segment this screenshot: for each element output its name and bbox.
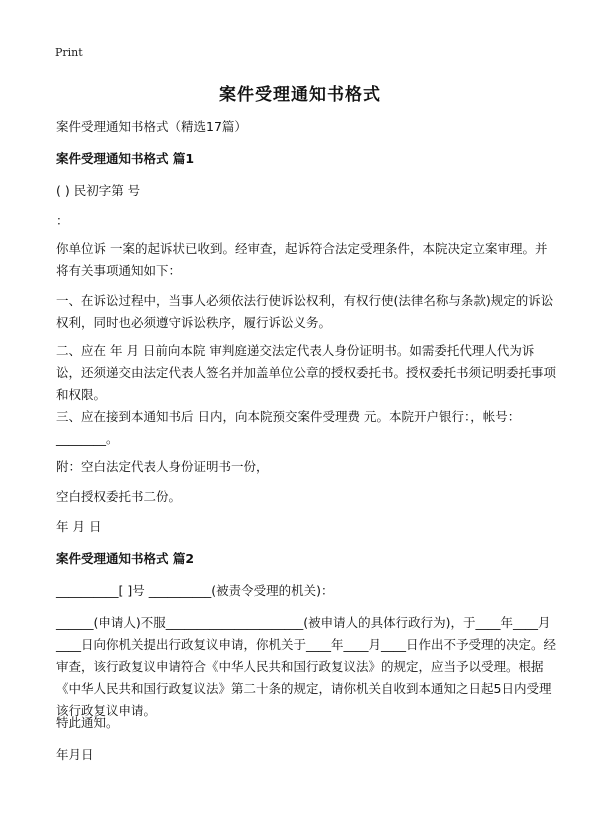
section-1-paragraph-2 — [56, 290, 556, 334]
section-2-heading: 案件受理通知书格式 篇2 — [56, 551, 195, 566]
section-1-paragraph-1 — [56, 238, 556, 282]
section-1-date: 年 月 日 — [56, 519, 102, 534]
section-2-p1: ______(申请人)不服______________________(被申请人的具体行政行为)，于____年____月____日向你机关提出行政复议申请，你机关于____年____月____日作出不予受理的决定。经审查，该行政复议申请符合《中华人民共和国行政复议法》的规定，应当予以受理。根据《中华人民共和国行政复议法》第二十条的规定，请你机关自收到本通知之日起5日内受理该行政复议申请。 — [56, 615, 557, 718]
print-label: Print — [55, 46, 83, 59]
section-1-p2: 一、在诉讼过程中，当事人必须依法行使诉讼权利，有权行使(法律名称与条款)规定的诉讼权利，同时也必须遵守诉讼秩序，履行诉讼义务。 — [56, 293, 554, 330]
section-2-heading-block — [56, 548, 556, 570]
document-title: 案件受理通知书格式 — [219, 85, 381, 105]
section-1-p3: 二、应在 年 月 日前向本院 审判庭递交法定代表人身份证明书。如需委托代理人代为诉讼，还须递交由法定代表人签名并加盖单位公章的授权委托书。授权委托书须记明委托事项和权限。 — [56, 343, 557, 402]
section-2-line-1 — [56, 580, 556, 602]
case-number-block — [56, 180, 556, 202]
section-1-paragraph-3 — [56, 340, 556, 406]
case-number: ( ) 民初字第 号 — [56, 183, 141, 198]
section-1-p4: 三、应在接到本通知书后 日内，向本院预交案件受理费 元。本院开户银行：，帐号：________。 — [56, 409, 521, 446]
section-2-addressee: __________[ ]号 __________(被责令受理的机关)： — [56, 583, 334, 598]
section-1-paragraph-5 — [56, 456, 556, 478]
section-1-p1: 你单位诉 一案的起诉状已收到。经审查，起诉符合法定受理条件，本院决定立案审理。并将有关事项通知如下： — [56, 241, 548, 278]
section-1-p5: 附：空白法定代表人身份证明书一份， — [56, 459, 269, 474]
section-2-notice-block — [56, 712, 556, 734]
section-1-heading: 案件受理通知书格式 篇1 — [56, 151, 195, 166]
section-1-date-block — [56, 516, 556, 538]
colon-line: ： — [56, 213, 69, 228]
colon-block — [56, 210, 556, 232]
section-2-date: 年月日 — [56, 747, 94, 762]
section-1-heading-block — [56, 148, 556, 170]
intro-line — [56, 116, 556, 138]
intro-text: 案件受理通知书格式（精选17篇） — [56, 119, 247, 134]
section-2-paragraph-1 — [56, 612, 556, 722]
section-2-date-block — [56, 744, 556, 766]
section-2-notice: 特此通知。 — [56, 715, 119, 730]
section-1-p6: 空白授权委托书二份。 — [56, 489, 182, 504]
section-1-paragraph-4 — [56, 406, 556, 450]
section-1-paragraph-6 — [56, 486, 556, 508]
